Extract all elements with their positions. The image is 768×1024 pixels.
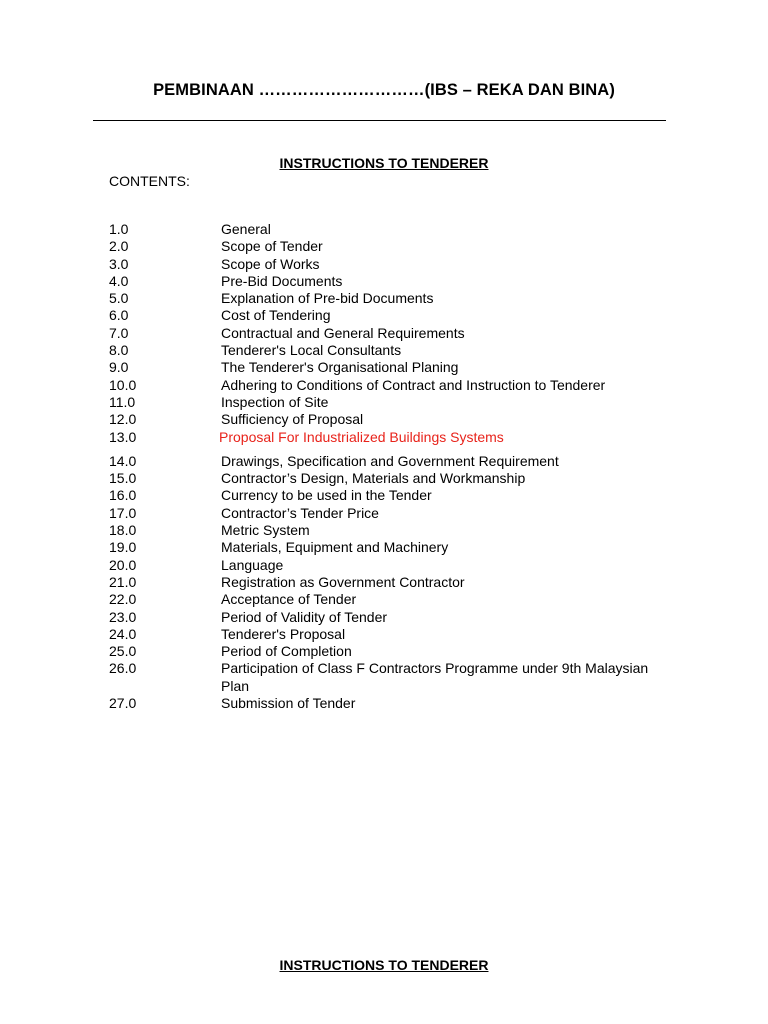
- toc-entry-text: Scope of Works: [221, 255, 320, 272]
- toc-row: [109, 359, 649, 376]
- toc-row: [109, 342, 649, 359]
- toc-number: 6.0: [109, 307, 129, 324]
- toc-row: [109, 557, 649, 574]
- document-header-title: PEMBINAAN …………………………(IBS – REKA DAN BINA): [153, 81, 615, 99]
- toc-entry-text: Tenderer's Local Consultants: [221, 342, 402, 359]
- toc-number: 7.0: [109, 324, 129, 341]
- toc-number: 18.0: [109, 522, 137, 539]
- toc-row: [109, 290, 649, 307]
- toc-entry-text: The Tenderer's Organisational Planing: [221, 359, 459, 376]
- toc-entry-text: Submission of Tender: [221, 695, 356, 712]
- toc-entry-text: Metric System: [221, 522, 310, 539]
- toc-number: 24.0: [109, 625, 137, 642]
- toc-entry-text: Materials, Equipment and Machinery: [221, 539, 449, 556]
- toc-entry-text-highlighted: Proposal For Industrialized Buildings Systems: [219, 428, 504, 445]
- toc-row: [109, 539, 649, 556]
- toc-number: 8.0: [109, 342, 129, 359]
- toc-entry-text: Currency to be used in the Tender: [221, 487, 432, 504]
- toc-number: 13.0: [109, 428, 137, 445]
- toc-row: [109, 487, 649, 504]
- toc-entry-text: Drawings, Specification and Government Requirement: [221, 452, 559, 469]
- toc-entry-text: Contractor’s Design, Materials and Workmanship: [221, 470, 526, 487]
- toc-entry-text: Inspection of Site: [221, 393, 329, 410]
- toc-number: 10.0: [109, 376, 137, 393]
- toc-entry-text: Acceptance of Tender: [221, 591, 357, 608]
- table-of-contents: [109, 221, 649, 712]
- toc-entry-text: Adhering to Conditions of Contract and Instruction to Tenderer: [221, 376, 606, 393]
- toc-number: 26.0: [109, 660, 137, 677]
- toc-number: 2.0: [109, 238, 129, 255]
- toc-number: 12.0: [109, 411, 137, 428]
- toc-row: [109, 221, 649, 238]
- toc-row: [109, 522, 649, 539]
- toc-row: [109, 695, 649, 712]
- toc-row: [109, 660, 649, 695]
- toc-number: 14.0: [109, 452, 137, 469]
- toc-number: 4.0: [109, 272, 129, 289]
- toc-number: 5.0: [109, 290, 129, 307]
- toc-number: 1.0: [109, 221, 129, 237]
- toc-row: [109, 273, 649, 290]
- toc-number: 22.0: [109, 591, 137, 608]
- toc-row: [109, 574, 649, 591]
- toc-number: 25.0: [109, 643, 137, 660]
- toc-row: [109, 626, 649, 643]
- toc-row: [109, 470, 649, 487]
- toc-row: [109, 238, 649, 255]
- toc-number: 17.0: [109, 504, 137, 521]
- toc-entry-text: Registration as Government Contractor: [221, 573, 465, 590]
- toc-entry-text: Tenderer's Proposal: [221, 625, 346, 642]
- toc-row: [109, 394, 649, 411]
- toc-entry-text: Scope of Tender: [221, 238, 323, 255]
- toc-entry-text: Cost of Tendering: [221, 307, 331, 324]
- toc-entry-text: Explanation of Pre-bid Documents: [221, 290, 434, 307]
- toc-entry-text: Contractual and General Requirements: [221, 324, 465, 341]
- contents-label: CONTENTS:: [109, 173, 190, 189]
- toc-number: 11.0: [109, 393, 136, 410]
- toc-number: 3.0: [109, 255, 129, 272]
- toc-row: [109, 643, 649, 660]
- toc-row-highlighted: [109, 429, 649, 446]
- toc-row: [109, 591, 649, 608]
- header-divider: [93, 120, 666, 121]
- toc-number: 20.0: [109, 556, 137, 573]
- toc-entry-text: Participation of Class F Contractors Programme under 9th Malaysian Plan: [221, 660, 649, 694]
- toc-entry-text: Period of Validity of Tender: [221, 608, 388, 625]
- toc-entry-text: Contractor’s Tender Price: [221, 504, 379, 521]
- toc-number: 16.0: [109, 487, 137, 504]
- toc-entry-text: Pre-Bid Documents: [221, 272, 343, 289]
- toc-row: [109, 256, 649, 273]
- section-title-next-page: INSTRUCTIONS TO TENDERER: [279, 957, 489, 973]
- toc-number: 21.0: [109, 573, 137, 590]
- toc-number: 27.0: [109, 695, 137, 712]
- toc-row: [109, 609, 649, 626]
- toc-row: [109, 411, 649, 428]
- toc-number: 23.0: [109, 608, 137, 625]
- toc-row: [109, 307, 649, 324]
- toc-entry-text: General: [221, 221, 271, 237]
- toc-row: [109, 453, 649, 470]
- toc-row: [109, 377, 649, 394]
- section-title: INSTRUCTIONS TO TENDERER: [279, 155, 489, 171]
- toc-entry-text: Sufficiency of Proposal: [221, 411, 364, 428]
- toc-entry-text: Language: [221, 556, 284, 573]
- toc-number: 15.0: [109, 470, 137, 487]
- toc-number: 19.0: [109, 539, 137, 556]
- toc-entry-text: Period of Completion: [221, 643, 352, 660]
- toc-row: [109, 505, 649, 522]
- toc-number: 9.0: [109, 359, 129, 376]
- toc-row: [109, 325, 649, 342]
